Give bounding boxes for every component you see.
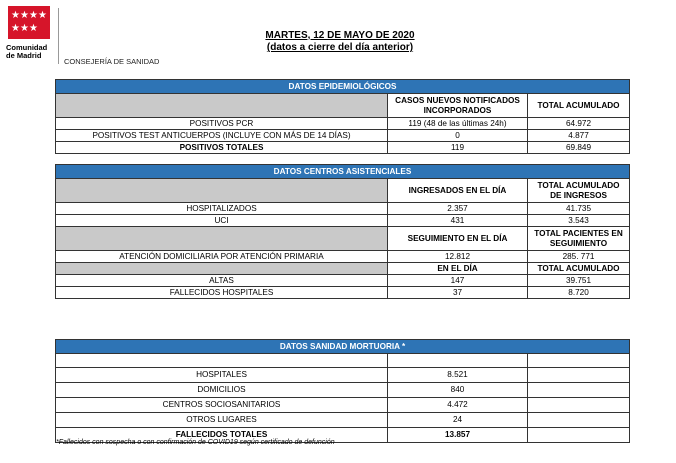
- org-name: Comunidad de Madrid: [6, 43, 48, 60]
- header-blank: [56, 263, 388, 275]
- col-header-total-pacientes: TOTAL PACIENTES EN SEGUIMIENTO: [528, 227, 630, 251]
- date-subtitle: (datos a cierre del día anterior): [266, 42, 414, 53]
- header-blank: [56, 179, 388, 203]
- header-blank: [56, 94, 388, 118]
- col-header-nuevos: CASOS NUEVOS NOTIFICADOS INCORPORADOS: [388, 94, 528, 118]
- section-title: DATOS CENTROS ASISTENCIALES: [56, 165, 630, 179]
- mortuary-table: [55, 339, 630, 443]
- col-header-total: TOTAL ACUMULADO: [528, 263, 630, 275]
- table-row: UCI 431 3.543: [56, 215, 630, 227]
- report-date-header: [200, 30, 480, 54]
- spacer-row: [56, 354, 630, 368]
- header-blank: [56, 227, 388, 251]
- table-row: HOSPITALES 8.521: [56, 368, 630, 383]
- table-row: ATENCIÓN DOMICILIARIA POR ATENCIÓN PRIMARIA 12.812 285. 771: [56, 251, 630, 263]
- date-title: MARTES, 12 DE MAYO DE 2020: [265, 30, 415, 41]
- table-row-total: FALLECIDOS TOTALES 13.857: [56, 428, 630, 443]
- col-header-ingresados: INGRESADOS EN EL DÍA: [388, 179, 528, 203]
- table-row: POSITIVOS TOTALES 119 69.849: [56, 142, 630, 154]
- table-row: CENTROS SOCIOSANITARIOS 4.472: [56, 398, 630, 413]
- logo-stars-icon: ★ ★ ★ ★ ★ ★ ★: [11, 10, 47, 34]
- care-centers-table: [55, 164, 630, 299]
- col-header-en-dia: EN EL DÍA: [388, 263, 528, 275]
- col-header-total: TOTAL ACUMULADO: [528, 94, 630, 118]
- table-row: DOMICILIOS 840: [56, 383, 630, 398]
- section-title: DATOS EPIDEMIOLÓGICOS: [56, 80, 630, 94]
- table-row: POSITIVOS TEST ANTICUERPOS (INCLUYE CON MÁS DE 14 DÍAS) 0 4.877: [56, 130, 630, 142]
- department-name: CONSEJERÍA DE SANIDAD: [64, 57, 160, 66]
- epidemiological-table: [55, 79, 630, 154]
- footnote: *Fallecidos con sospecha o con confirmación de COVID19 según certificado de defunción: [56, 439, 335, 446]
- comunidad-madrid-logo: [8, 6, 50, 39]
- section-title: DATOS SANIDAD MORTUORIA *: [56, 340, 630, 354]
- col-header-total-ingresos: TOTAL ACUMULADO DE INGRESOS: [528, 179, 630, 203]
- table-row: FALLECIDOS HOSPITALES 37 8.720: [56, 287, 630, 299]
- table-row: HOSPITALIZADOS 2.357 41.735: [56, 203, 630, 215]
- header-divider: [58, 8, 59, 64]
- table-row: OTROS LUGARES 24: [56, 413, 630, 428]
- col-header-seguimiento: SEGUIMIENTO EN EL DÍA: [388, 227, 528, 251]
- table-row: POSITIVOS PCR 119 (48 de las últimas 24h) 64.972: [56, 118, 630, 130]
- table-row: ALTAS 147 39.751: [56, 275, 630, 287]
